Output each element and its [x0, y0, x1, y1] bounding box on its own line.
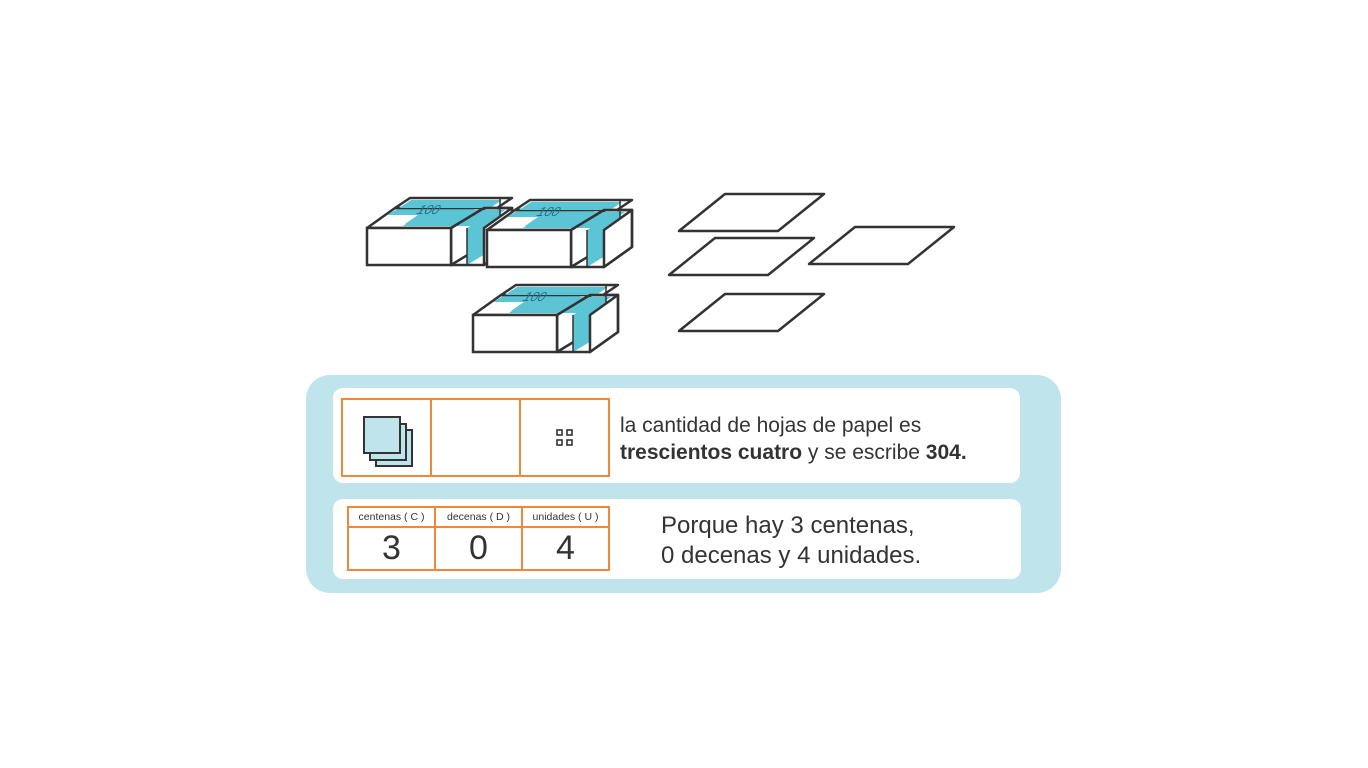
- illustration: 100: [0, 0, 1368, 370]
- quantity-line: la cantidad de hojas de papel es: [620, 414, 922, 437]
- explanation-line-2: 0 decenas y 4 unidades.: [661, 542, 922, 569]
- value-tens: 0: [435, 527, 522, 570]
- single-sheet: [679, 194, 824, 231]
- single-sheet: [809, 227, 954, 264]
- connector-text: y se escribe: [802, 441, 926, 464]
- explanation-text: [661, 511, 921, 571]
- units-cell: [519, 398, 610, 477]
- header-hundreds: centenas ( C ): [348, 507, 435, 527]
- explanation-line-1: Porque hay 3 centenas,: [661, 512, 915, 539]
- hundred-bundle: [473, 285, 618, 352]
- tens-cell: [430, 398, 521, 477]
- single-sheet: [669, 238, 814, 275]
- place-value-table: [347, 506, 610, 571]
- quantity-card: [333, 388, 1020, 483]
- number-in-digits: 304.: [925, 441, 967, 464]
- header-units: unidades ( U ): [522, 507, 609, 527]
- quantity-text: [620, 412, 967, 466]
- stacked-squares-icon: [352, 404, 422, 472]
- place-value-card: [333, 499, 1021, 579]
- header-tens: decenas ( D ): [435, 507, 522, 527]
- block-grid: [341, 398, 610, 477]
- single-sheet: [679, 294, 824, 331]
- value-units: 4: [522, 527, 609, 570]
- four-squares-icon: [554, 427, 576, 449]
- hundreds-cell: [341, 398, 432, 477]
- explanation-panel: [306, 375, 1061, 593]
- value-hundreds: 3: [348, 527, 435, 570]
- number-in-words: trescientos cuatro: [620, 441, 803, 464]
